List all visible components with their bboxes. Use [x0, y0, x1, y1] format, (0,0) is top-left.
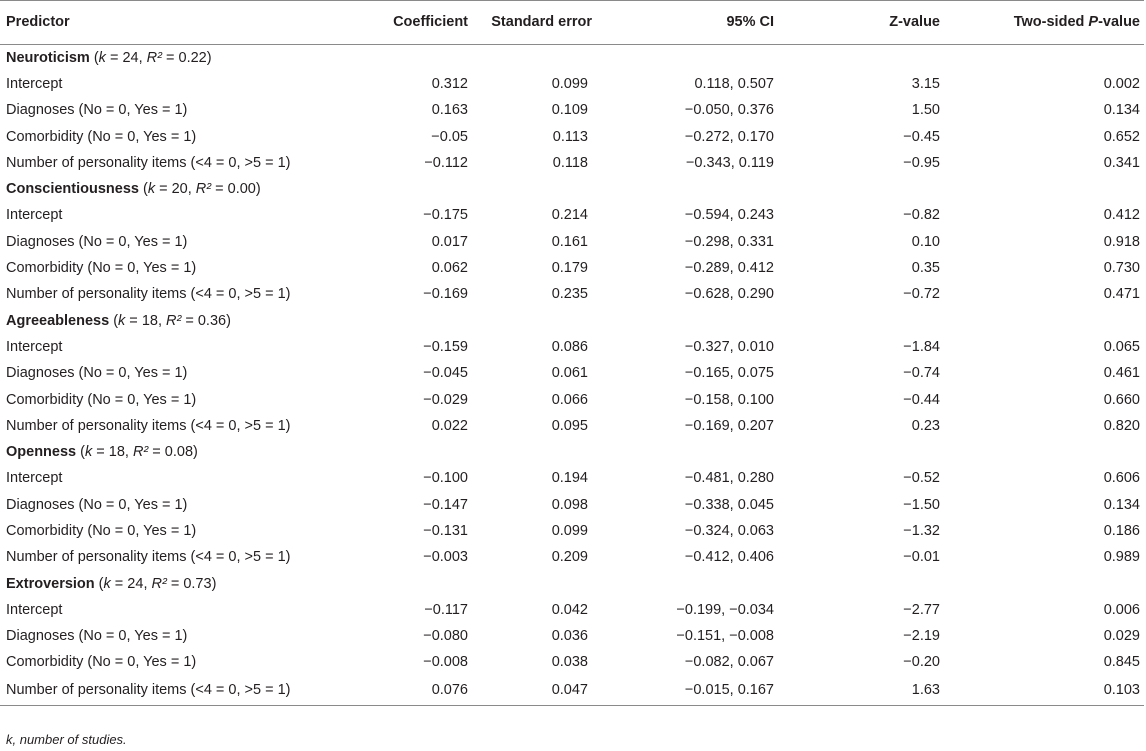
group-row	[0, 307, 1144, 333]
group-meta	[90, 50, 212, 66]
cell-standard-error: 0.061	[551, 365, 588, 382]
meta-text: =	[110, 575, 128, 592]
cell-predictor: Intercept	[6, 207, 63, 224]
cell-standard-error: 0.109	[551, 102, 588, 119]
cell-standard-error: 0.113	[552, 128, 588, 145]
cell-ci: −0.050, 0.376	[684, 102, 774, 119]
cell-ci: −0.481, 0.280	[684, 470, 774, 487]
meta-text: (	[94, 575, 104, 592]
meta-k-symbol: k	[98, 49, 106, 66]
cell-p-value: 0.730	[1103, 260, 1140, 277]
meta-text: )	[206, 49, 212, 66]
cell-z-value: −1.32	[903, 522, 940, 539]
table-row	[0, 150, 1144, 176]
cell-predictor: Comorbidity (No = 0, Yes = 1)	[6, 260, 197, 277]
group-label	[0, 439, 1144, 465]
cell-ci: −0.165, 0.075	[684, 365, 774, 382]
group-k-value: 18	[108, 444, 125, 461]
group-label	[0, 45, 1144, 71]
meta-text: =	[161, 49, 179, 66]
meta-text: ,	[187, 181, 196, 198]
meta-text: =	[181, 312, 198, 329]
cell-p-value: 0.471	[1103, 286, 1140, 303]
meta-text: )	[211, 575, 217, 592]
cell-p-value: 0.461	[1103, 365, 1140, 382]
cell-standard-error: 0.099	[551, 75, 588, 92]
cell-z-value: −0.45	[903, 128, 940, 145]
group-meta	[76, 444, 198, 460]
cell-z-value: 0.10	[911, 233, 940, 250]
cell-p-value: 0.820	[1103, 417, 1140, 434]
cell-standard-error: 0.209	[551, 549, 588, 566]
cell-ci: −0.199, −0.034	[676, 601, 774, 618]
table-row	[0, 623, 1144, 649]
cell-coefficient: 0.062	[431, 260, 468, 277]
cell-p-value: 0.006	[1103, 601, 1140, 618]
cell-z-value: −0.01	[903, 549, 940, 566]
meta-k-symbol: k	[103, 575, 111, 592]
cell-ci: −0.628, 0.290	[684, 286, 774, 303]
cell-standard-error: 0.095	[551, 417, 588, 434]
cell-p-value: 0.186	[1103, 522, 1140, 539]
cell-coefficient: −0.159	[423, 338, 468, 355]
meta-k-symbol: k	[84, 444, 93, 461]
cell-z-value: −0.52	[903, 470, 940, 487]
cell-predictor: Intercept	[6, 601, 63, 618]
cell-coefficient: −0.131	[423, 522, 468, 539]
cell-z-value: −0.20	[903, 654, 940, 671]
cell-ci: −0.082, 0.067	[684, 654, 774, 671]
cell-standard-error: 0.098	[551, 496, 588, 513]
cell-predictor: Number of personality items (<4 = 0, >5 = 1)	[6, 549, 291, 566]
group-r2-value: 0.22	[178, 49, 207, 66]
group-name: Extroversion	[6, 575, 95, 592]
meta-text: =	[105, 49, 123, 66]
cell-coefficient: 0.163	[431, 102, 468, 119]
cell-ci: −0.272, 0.170	[684, 128, 774, 145]
cell-z-value: −0.44	[903, 391, 940, 408]
cell-standard-error: 0.179	[551, 260, 588, 277]
meta-text: (	[76, 444, 85, 461]
cell-ci: −0.594, 0.243	[684, 207, 774, 224]
cell-z-value: 0.35	[911, 260, 940, 277]
meta-r2-symbol: R²	[146, 49, 162, 66]
cell-ci: 0.118, 0.507	[694, 75, 774, 92]
header-p-value	[940, 1, 1144, 45]
meta-text: =	[166, 575, 184, 592]
cell-coefficient: −0.100	[423, 470, 468, 487]
table-body	[0, 45, 1144, 706]
group-k-value: 20	[171, 181, 188, 198]
table-row	[0, 465, 1144, 491]
meta-text: (	[89, 49, 99, 66]
header-predictor: Predictor	[0, 1, 340, 45]
cell-ci: −0.327, 0.010	[684, 338, 774, 355]
table-row	[0, 281, 1144, 307]
cell-ci: −0.298, 0.331	[684, 233, 774, 250]
table-row	[0, 597, 1144, 623]
meta-text: ,	[138, 49, 147, 66]
header-ci: 95% CI	[618, 1, 804, 45]
cell-standard-error: 0.086	[551, 338, 588, 355]
cell-ci: −0.343, 0.119	[685, 154, 774, 171]
cell-p-value: 0.845	[1103, 654, 1140, 671]
meta-k-symbol: k	[147, 181, 156, 198]
meta-text: )	[226, 312, 231, 329]
group-row	[0, 45, 1144, 71]
meta-text: ,	[124, 444, 133, 461]
group-row	[0, 570, 1144, 596]
cell-predictor: Number of personality items (<4 = 0, >5 = 1)	[6, 154, 291, 171]
meta-text: (	[109, 312, 119, 329]
meta-r2-symbol: R²	[166, 312, 182, 329]
cell-z-value: −2.19	[903, 628, 940, 645]
cell-predictor: Diagnoses (No = 0, Yes = 1)	[6, 233, 188, 250]
meta-r2-symbol: R²	[132, 444, 149, 461]
cell-predictor: Diagnoses (No = 0, Yes = 1)	[6, 365, 188, 382]
group-r2-value: 0.73	[183, 575, 212, 592]
group-k-value: 18	[141, 312, 158, 329]
group-r2-value: 0.36	[197, 312, 227, 329]
header-p-value-italic: P	[1088, 14, 1099, 30]
table-row	[0, 255, 1144, 281]
table-row	[0, 123, 1144, 149]
cell-predictor: Diagnoses (No = 0, Yes = 1)	[6, 102, 188, 119]
cell-predictor: Number of personality items (<4 = 0, >5 = 1)	[6, 417, 291, 434]
cell-predictor: Comorbidity (No = 0, Yes = 1)	[6, 391, 197, 408]
cell-z-value: 1.50	[911, 102, 940, 119]
meta-k-symbol: k	[118, 312, 126, 329]
cell-coefficient: −0.147	[423, 496, 468, 513]
cell-coefficient: −0.169	[423, 286, 468, 303]
cell-ci: −0.412, 0.406	[684, 549, 774, 566]
cell-p-value: 0.341	[1103, 154, 1140, 171]
cell-p-value: 0.412	[1103, 207, 1140, 224]
cell-coefficient: −0.05	[431, 128, 468, 145]
cell-coefficient: −0.175	[423, 207, 468, 224]
table-row	[0, 676, 1144, 706]
table-row	[0, 229, 1144, 255]
cell-predictor: Comorbidity (No = 0, Yes = 1)	[6, 654, 197, 671]
cell-z-value: −1.84	[903, 338, 940, 355]
cell-ci: −0.158, 0.100	[684, 391, 774, 408]
group-name: Agreeableness	[6, 312, 110, 329]
cell-standard-error: 0.066	[551, 391, 588, 408]
header-coefficient: Coefficient	[340, 1, 468, 45]
cell-ci: −0.151, −0.008	[676, 628, 774, 645]
cell-p-value: 0.002	[1103, 75, 1140, 92]
table-row	[0, 71, 1144, 97]
table-row	[0, 413, 1144, 439]
cell-coefficient: −0.029	[423, 391, 468, 408]
cell-predictor: Intercept	[6, 338, 63, 355]
meta-text: =	[125, 312, 142, 329]
table-header	[0, 1, 1144, 45]
group-name: Neuroticism	[6, 49, 90, 66]
meta-text: ,	[157, 312, 167, 329]
cell-coefficient: 0.312	[431, 75, 468, 92]
group-label	[0, 176, 1144, 202]
cell-coefficient: 0.017	[431, 233, 468, 250]
cell-z-value: −0.95	[903, 154, 940, 171]
cell-predictor: Comorbidity (No = 0, Yes = 1)	[6, 128, 197, 145]
table-row	[0, 97, 1144, 123]
cell-p-value: 0.989	[1103, 549, 1140, 566]
cell-p-value: 0.029	[1103, 628, 1140, 645]
cell-standard-error: 0.214	[551, 207, 588, 224]
table-row	[0, 202, 1144, 228]
cell-p-value: 0.652	[1103, 128, 1140, 145]
table-row	[0, 518, 1144, 544]
cell-z-value: −1.50	[903, 496, 940, 513]
meta-r2-symbol: R²	[195, 181, 212, 198]
meta-text: =	[211, 181, 228, 198]
cell-coefficient: −0.045	[423, 365, 468, 382]
cell-standard-error: 0.047	[468, 676, 618, 706]
cell-standard-error: 0.118	[552, 154, 588, 171]
cell-z-value: −2.77	[903, 601, 940, 618]
cell-coefficient: −0.117	[424, 601, 468, 618]
meta-text: )	[193, 444, 198, 461]
cell-standard-error: 0.042	[551, 601, 588, 618]
table-row	[0, 360, 1144, 386]
table-row	[0, 492, 1144, 518]
cell-standard-error: 0.036	[551, 628, 588, 645]
group-meta	[139, 181, 261, 197]
group-name: Conscientiousness	[6, 181, 139, 198]
cell-z-value: 3.15	[911, 75, 940, 92]
group-r2-value: 0.00	[227, 181, 256, 198]
cell-z-value: 1.63	[804, 676, 940, 706]
cell-p-value: 0.103	[940, 676, 1144, 706]
cell-ci: −0.169, 0.207	[684, 417, 774, 434]
cell-predictor: Comorbidity (No = 0, Yes = 1)	[6, 522, 197, 539]
cell-standard-error: 0.161	[551, 233, 588, 250]
meta-text: =	[155, 181, 172, 198]
footnote: k, number of studies.	[6, 732, 127, 747]
group-label	[0, 307, 1144, 333]
cell-z-value: −0.72	[903, 286, 940, 303]
cell-coefficient: −0.080	[423, 628, 468, 645]
cell-ci: −0.015, 0.167	[618, 676, 804, 706]
cell-standard-error: 0.235	[551, 286, 588, 303]
cell-coefficient: −0.008	[423, 654, 468, 671]
cell-p-value: 0.065	[1103, 338, 1140, 355]
cell-p-value: 0.134	[1103, 496, 1140, 513]
group-r2-value: 0.08	[164, 444, 194, 461]
group-k-value: 24	[122, 49, 139, 66]
cell-coefficient: 0.022	[431, 417, 468, 434]
table-row	[0, 386, 1144, 412]
group-row	[0, 439, 1144, 465]
meta-text: ,	[143, 575, 152, 592]
cell-p-value: 0.660	[1103, 391, 1140, 408]
cell-ci: −0.289, 0.412	[684, 260, 774, 277]
cell-ci: −0.338, 0.045	[684, 496, 774, 513]
group-k-value: 24	[127, 575, 144, 592]
meta-text: =	[148, 444, 165, 461]
header-standard-error: Standard error	[468, 1, 618, 45]
header-row	[0, 1, 1144, 45]
cell-coefficient: 0.076	[340, 676, 468, 706]
cell-standard-error: 0.099	[551, 522, 588, 539]
group-row	[0, 176, 1144, 202]
group-name: Openness	[6, 444, 77, 461]
cell-z-value: 0.23	[911, 417, 940, 434]
group-meta	[109, 313, 231, 329]
cell-predictor: Number of personality items (<4 = 0, >5 = 1)	[6, 286, 291, 303]
cell-standard-error: 0.038	[551, 654, 588, 671]
cell-predictor: Intercept	[6, 75, 63, 92]
cell-p-value: 0.134	[1103, 102, 1140, 119]
cell-z-value: −0.82	[903, 207, 940, 224]
group-label	[0, 570, 1144, 596]
table-row	[0, 544, 1144, 570]
cell-p-value: 0.918	[1103, 233, 1140, 250]
table-row	[0, 649, 1144, 675]
cell-standard-error: 0.194	[551, 470, 588, 487]
cell-p-value: 0.606	[1103, 470, 1140, 487]
cell-coefficient: −0.112	[424, 154, 468, 171]
header-p-value-suffix: -value	[1098, 14, 1140, 30]
cell-predictor: Number of personality items (<4 = 0, >5 = 1)	[0, 676, 340, 706]
cell-predictor: Diagnoses (No = 0, Yes = 1)	[6, 628, 188, 645]
table-row	[0, 334, 1144, 360]
cell-predictor: Intercept	[6, 470, 63, 487]
cell-predictor: Diagnoses (No = 0, Yes = 1)	[6, 496, 188, 513]
cell-z-value: −0.74	[903, 365, 940, 382]
header-z-value: Z-value	[804, 1, 940, 45]
meta-r2-symbol: R²	[151, 575, 167, 592]
group-meta	[95, 576, 217, 592]
header-p-value-prefix: Two-sided	[1013, 14, 1089, 30]
meta-text: =	[92, 444, 109, 461]
cell-ci: −0.324, 0.063	[684, 522, 774, 539]
cell-coefficient: −0.003	[423, 549, 468, 566]
meta-text: (	[138, 181, 148, 198]
meta-text: )	[255, 181, 261, 198]
